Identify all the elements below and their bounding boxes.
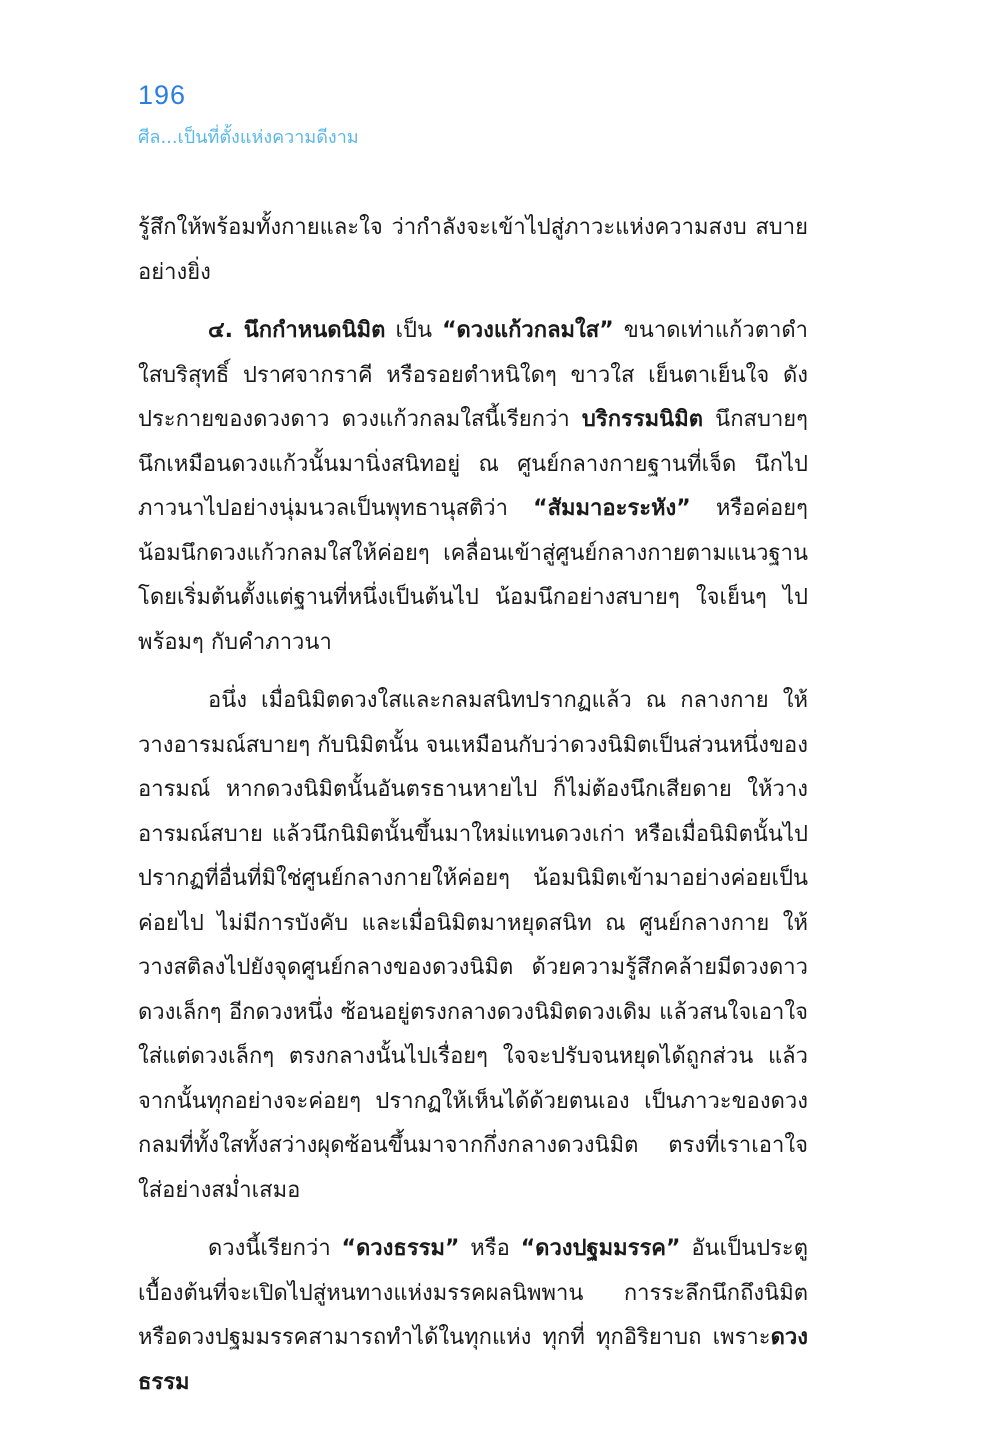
term-dhamma-sphere: “ดวงธรรม”: [341, 1236, 460, 1261]
paragraph-2-text-1: เป็น: [385, 318, 443, 343]
running-title: ศีล...เป็นที่ตั้งแห่งความดีงาม: [138, 127, 359, 148]
term-parikamma-nimitta: บริกรรมนิมิต: [581, 407, 703, 432]
paragraph-4: [138, 1227, 808, 1405]
paragraph-2-text-3: นึกสบายๆ นึกเหมือนดวงแก้วนั้นมานิ่งสนิทอยู่ ณ ศูนย์กลางกายฐานที่เจ็ด นึกไปภาวนาไปอย่างนุ่มนวลเป็นพุทธานุสติว่า: [138, 407, 808, 521]
paragraph-2: [138, 309, 808, 665]
body-text: [138, 206, 808, 1419]
paragraph-4-text-3: อันเป็นประตูเบื้องต้นที่จะเปิดไปสู่หนทางแห่งมรรคผลนิพพาน การระลึกนึกถึงนิมิต หรือดวงปฐมมรรคสามารถทำได้ในทุกแห่ง ทุกที่ ทุกอิริยาบถ เพราะ: [138, 1236, 808, 1350]
paragraph-4-text-2: หรือ: [459, 1236, 521, 1261]
paragraph-4-text-1: ดวงนี้เรียกว่า: [208, 1236, 342, 1261]
term-dhamma-sphere-end: ดวงธรรม: [138, 1325, 808, 1395]
term-pathama-magga: “ดวงปฐมมรรค”: [520, 1236, 681, 1261]
paragraph-2-text-2: ขนาดเท่าแก้วตาดำ ใสบริสุทธิ์ ปราศจากราคี หรือรอยตำหนิใดๆ ขาวใส เย็นตาเย็นใจ ดังประกายของดวงดาว ดวงแก้วกลมใสนี้เรียกว่า: [138, 318, 808, 432]
term-crystal-ball: “ดวงแก้วกลมใส”: [442, 318, 614, 343]
term-samma-arahang: “สัมมาอะระหัง”: [533, 496, 691, 521]
step-heading: ๔. นึกกำหนดนิมิต: [208, 318, 386, 343]
page-number: 196: [138, 80, 187, 110]
paragraph-3: อนึ่ง เมื่อนิมิตดวงใสและกลมสนิทปรากฏแล้ว ณ กลางกาย ให้วางอารมณ์สบายๆ กับนิมิตนั้น จนเหมือนกับว่าดวงนิมิตเป็นส่วนหนึ่งของอารมณ์ หากดวงนิมิตนั้นอันตรธานหายไป ก็ไม่ต้องนึกเสียดาย ให้วางอารมณ์สบาย แล้วนึกนิมิตนั้นขึ้นมาใหม่แทนดวงเก่า หรือเมื่อนิมิตนั้นไปปรากฏที่อื่นที่มิใช่ศูนย์กลางกายให้ค่อยๆ น้อมนิมิตเข้ามาอย่างค่อยเป็นค่อยไป ไม่มีการบังคับ และเมื่อนิมิตมาหยุดสนิท ณ ศูนย์กลางกาย ให้วางสติลงไปยังจุดศูนย์กลางของดวงนิมิต ด้วยความรู้สึกคล้ายมีดวงดาวดวงเล็กๆ อีกดวงหนึ่ง ซ้อนอยู่ตรงกลางดวงนิมิตดวงเดิม แล้วสนใจเอาใจใส่แต่ดวงเล็กๆ ตรงกลางนั้นไปเรื่อยๆ ใจจะปรับจนหยุดได้ถูกส่วน แล้วจากนั้นทุกอย่างจะค่อยๆ ปรากฏให้เห็นได้ด้วยตนเอง เป็นภาวะของดวงกลมที่ทั้งใสทั้งสว่างผุดซ้อนขึ้นมาจากกึ่งกลางดวงนิมิต ตรงที่เราเอาใจใส่อย่างสม่ำเสมอ: [138, 688, 808, 1203]
paragraph-2-text-4: หรือค่อยๆ น้อมนึกดวงแก้วกลมใสให้ค่อยๆ เคลื่อนเข้าสู่ศูนย์กลางกายตามแนวฐาน โดยเริ่มต้นตั้งแต่ฐานที่หนึ่งเป็นต้นไป น้อมนึกอย่างสบายๆ ใจเย็นๆ ไปพร้อมๆ กับคำภาวนา: [138, 496, 808, 655]
paragraph-1: รู้สึกให้พร้อมทั้งกายและใจ ว่ากำลังจะเข้าไปสู่ภาวะแห่งความสงบ สบายอย่างยิ่ง: [138, 215, 808, 285]
